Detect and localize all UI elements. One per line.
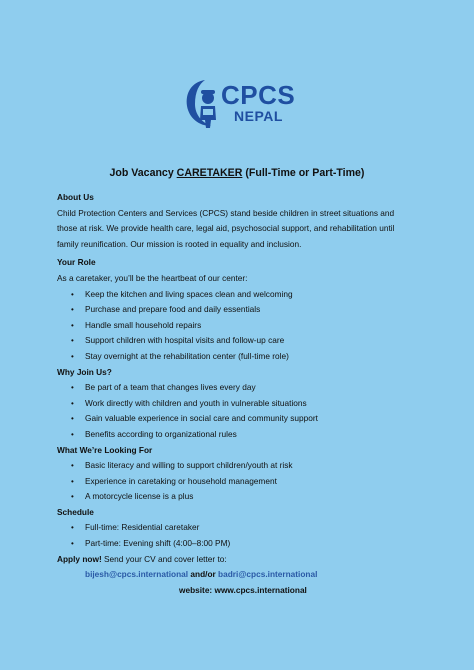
list-item: • Stay overnight at the rehabilitation center (full-time role) (57, 349, 427, 365)
list-item: • Basic literacy and willing to support children/youth at risk (57, 458, 427, 474)
looking-heading: What We’re Looking For (57, 444, 153, 455)
role-list (57, 287, 427, 365)
email-link-badri[interactable]: badri@cpcs.international (218, 569, 318, 580)
apply-line (57, 552, 427, 568)
schedule-heading: Schedule (57, 506, 94, 517)
list-item: • Full-time: Residential caretaker (57, 520, 427, 536)
list-item: • Experience in caretaking or household management (57, 474, 427, 490)
about-line: Child Protection Centers and Services (CPCS) stand beside children in street situations and (57, 207, 395, 218)
list-item: • Gain valuable experience in social care and community support (57, 411, 427, 427)
why-list (57, 380, 427, 442)
about-line: family reunification. Our mission is rooted in equality and inclusion. (57, 238, 302, 249)
title-role: CARETAKER (176, 167, 243, 179)
why-heading: Why Join Us? (57, 366, 112, 377)
list-item: • Part-time: Evening shift (4:00–8:00 PM) (57, 536, 427, 552)
logo-wordmark: CPCS (221, 80, 296, 110)
looking-list (57, 458, 427, 505)
list-item: • Keep the kitchen and living spaces clean and welcoming (57, 287, 427, 303)
about-line: those at risk. We provide health care, legal aid, psychosocial support, and rehabilitation until (57, 223, 395, 234)
contact-emails (57, 567, 427, 583)
title-suffix: (Full-Time or Part-Time) (242, 167, 365, 179)
page-title (0, 167, 474, 179)
cpcs-logo (183, 76, 296, 136)
email-link-bijesh[interactable]: bijesh@cpcs.international (85, 569, 189, 580)
list-item: • Support children with hospital visits and follow-up care (57, 333, 427, 349)
schedule-list (57, 520, 427, 551)
flyer-body (57, 190, 427, 598)
logo-subtitle: NEPAL (234, 108, 283, 124)
list-item: • Benefits according to organizational rules (57, 427, 427, 443)
list-item: • Work directly with children and youth in vulnerable situations (57, 396, 427, 412)
apply-instructions: Send your CV and cover letter to: (101, 553, 227, 564)
title-prefix: Job Vacancy (109, 167, 177, 179)
child-silhouette-icon (183, 76, 223, 134)
list-item: • A motorcycle license is a plus (57, 489, 427, 505)
role-heading: Your Role (57, 257, 96, 268)
and-or-label: and/or (188, 569, 219, 580)
website-link[interactable]: website: www.cpcs.international (179, 584, 307, 595)
apply-now-label: Apply now! (57, 553, 102, 564)
list-item: • Be part of a team that changes lives every day (57, 380, 427, 396)
role-intro: As a caretaker, you’ll be the heartbeat of our center: (57, 272, 248, 283)
about-heading: About Us (57, 192, 94, 202)
list-item: • Handle small household repairs (57, 318, 427, 334)
list-item: • Purchase and prepare food and daily essentials (57, 302, 427, 318)
